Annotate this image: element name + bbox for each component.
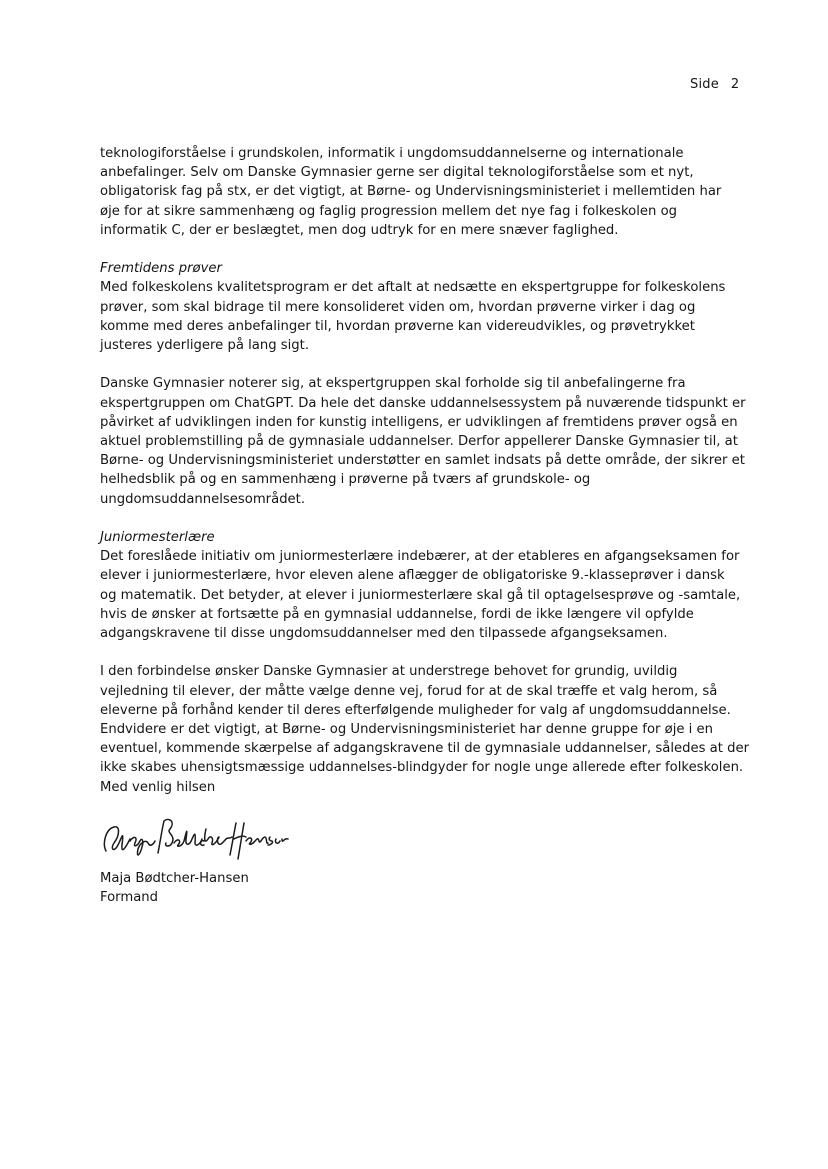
- fremtidens-paragraph-2: [100, 374, 750, 508]
- intro-paragraph: [100, 144, 750, 240]
- text-line: vejledning til elever, der måtte vælge denne vej, forud for at de skal træffe et valg herom, så: [100, 683, 718, 699]
- page-number-value: 2: [730, 77, 740, 92]
- text-line: og matematik. Det betyder, at elever i juniormesterlære skal gå til optagelsesprøve og -samtale,: [100, 587, 741, 603]
- signer-block: [100, 869, 750, 907]
- text-line: ekspertgruppen om ChatGPT. Da hele det danske uddannelsessystem på nuværende tidspunkt er: [100, 395, 746, 411]
- handwritten-signature: [100, 815, 290, 869]
- text-line: påvirket af udviklingen inden for kunstig intelligens, er udviklingen af fremtidens prøver også en: [100, 414, 738, 430]
- juniormester-paragraph-1: [100, 547, 750, 643]
- text-line: øje for at sikre sammenhæng og faglig progression mellem det nye fag i folkeskolen og: [100, 203, 678, 219]
- text-line: justeres yderligere på lang sigt.: [100, 338, 310, 354]
- text-line: hvis de ønsker at fortsætte på en gymnasial uddannelse, fordi de ikke længere vil opfylde: [100, 606, 694, 622]
- text-line: Danske Gymnasier noterer sig, at ekspertgruppen skal forholde sig til anbefalingerne fra: [100, 376, 686, 392]
- text-line: aktuel problemstilling på de gymnasiale uddannelser. Derfor appellerer Danske Gymnasier til, at: [100, 434, 738, 450]
- fremtidens-paragraph-1: [100, 278, 750, 355]
- text-line: eleverne på forhånd kender til deres efterfølgende muligheder for valg af ungdomsuddannelse.: [100, 702, 731, 718]
- text-line: anbefalinger. Selv om Danske Gymnasier gerne ser digital teknologiforståelse som et nyt,: [100, 165, 694, 181]
- text-line: helhedsblik på og en sammenhæng i prøverne på tværs af grundskole- og: [100, 472, 591, 488]
- signer-name: Maja Bødtcher-Hansen: [100, 870, 249, 886]
- text-line: Det foreslåede initiativ om juniormesterlære indebærer, at der etableres en afgangseksamen for: [100, 549, 740, 565]
- text-line: prøver, som skal bidrage til mere konsolideret viden om, hvordan prøverne virker i dag og: [100, 299, 696, 315]
- letter-body: [100, 144, 750, 907]
- text-line: elever i juniormesterlære, hvor eleven alene aflægger de obligatoriske 9.-klasseprøver i dansk: [100, 568, 725, 584]
- section-heading-fremtidens: Fremtidens prøver: [100, 261, 222, 277]
- text-line: teknologiforståelse i grundskolen, informatik i ungdomsuddannelserne og internationale: [100, 146, 684, 161]
- text-line: komme med deres anbefalinger til, hvordan prøverne kan videreudvikles, og prøvetrykket: [100, 318, 695, 334]
- text-line: ungdomsuddannelsesområdet.: [100, 491, 306, 507]
- closing-greeting: Med venlig hilsen: [100, 779, 216, 795]
- text-line: Børne- og Undervisningsministeriet understøtter en samlet indsats på dette område, der sikrer et: [100, 453, 745, 469]
- signer-title: Formand: [100, 890, 159, 906]
- text-line: I den forbindelse ønsker Danske Gymnasier at understrege behovet for grundig, uvildig: [100, 664, 678, 680]
- page-number: [690, 77, 739, 92]
- page-label: Side: [690, 77, 719, 92]
- text-line: obligatorisk fag på stx, er det vigtigt, at Børne- og Undervisningsministeriet i mellemtiden har: [100, 184, 722, 200]
- text-line: Endvidere er det vigtigt, at Børne- og Undervisningsministeriet har denne gruppe for øje i en: [100, 722, 713, 738]
- section-heading-juniormesterlaere: Juniormesterlære: [100, 530, 215, 546]
- text-line: Med folkeskolens kvalitetsprogram er det aftalt at nedsætte en ekspertgruppe for folkeskolens: [100, 280, 726, 296]
- text-line: adgangskravene til disse ungdomsuddannelser med den tilpassede afgangseksamen.: [100, 626, 668, 642]
- text-line: eventuel, kommende skærpelse af adgangskravene til de gymnasiale uddannelser, således at der: [100, 741, 750, 757]
- text-line: informatik C, der er beslægtet, men dog udtryk for en mere snæver faglighed.: [100, 222, 619, 238]
- juniormester-paragraph-2: [100, 662, 750, 777]
- text-line: ikke skabes uhensigtsmæssige uddannelses-blindgyder for nogle unge allerede efter folkeskolen.: [100, 760, 744, 776]
